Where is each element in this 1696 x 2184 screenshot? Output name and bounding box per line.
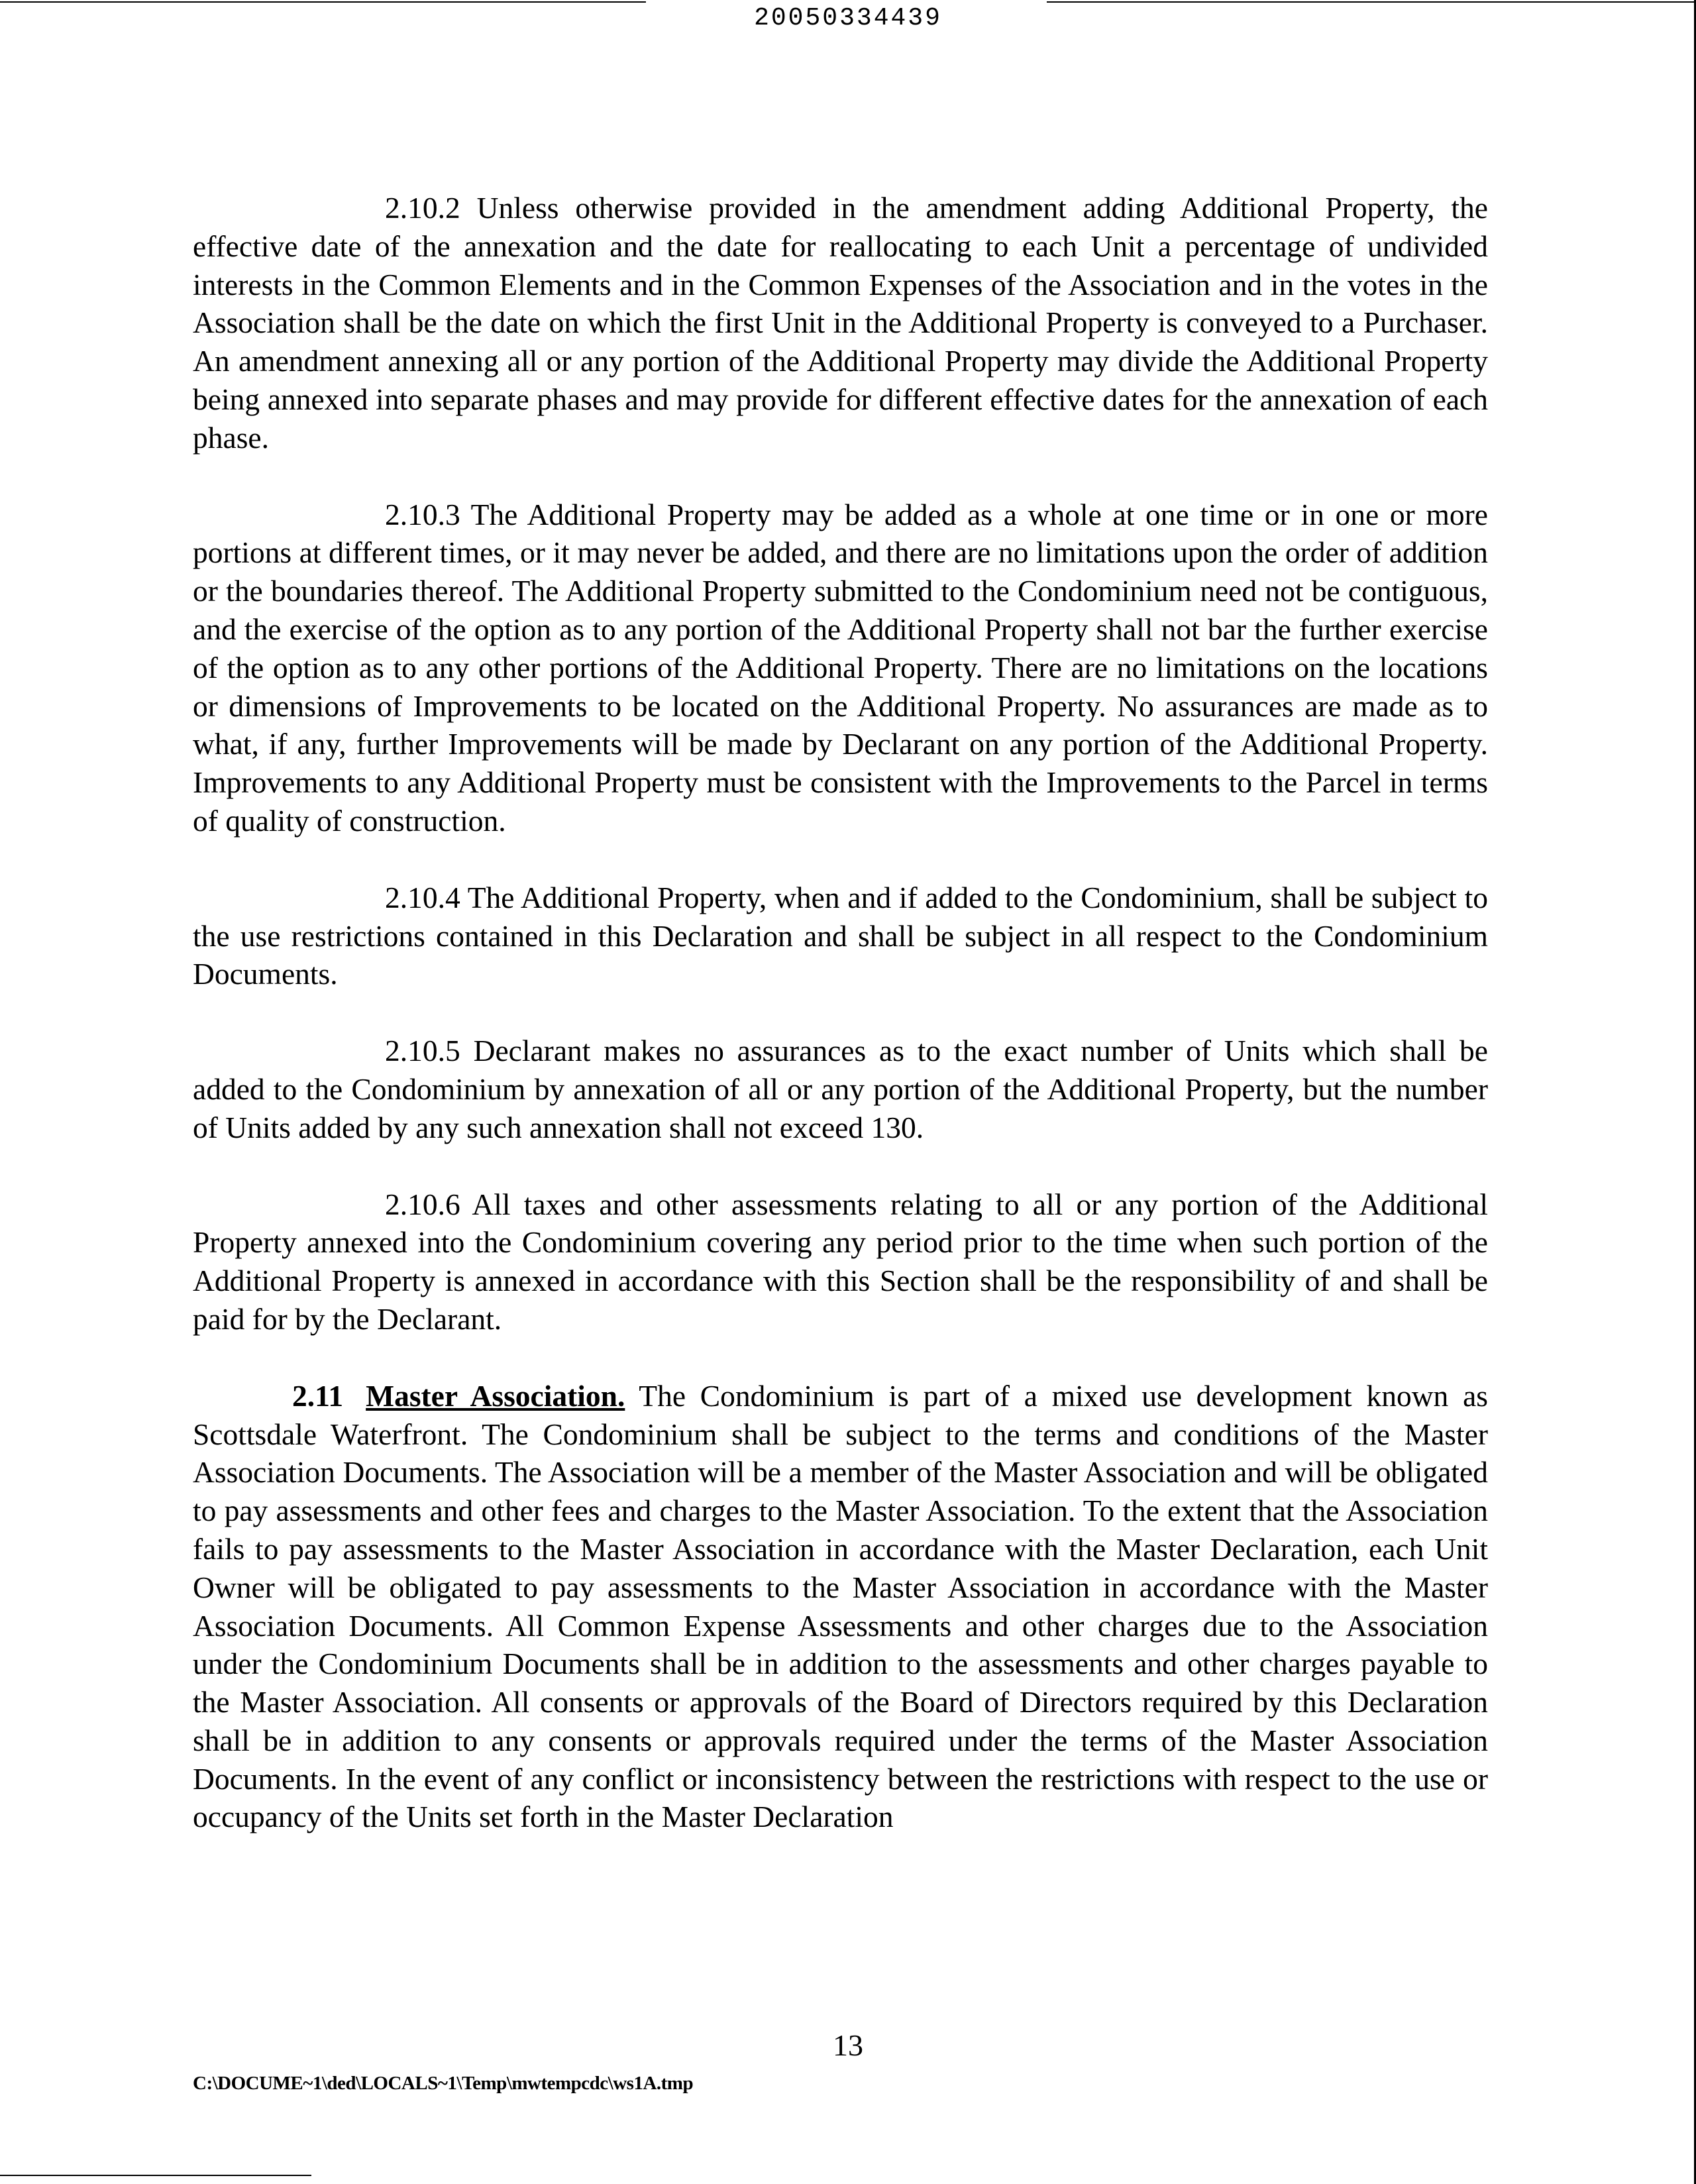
paragraph-2-10-3: 2.10.3 The Additional Property may be added as a whole at one time or in one or more portions at different times, or it may never be added, and there are no limitations upon the order of addition or the boundaries thereof. The Additional Property submitted to the Condominium need not be contiguous, and the exercise of the option as to any portion of the Additional Property shall not bar the further exercise of the option as to any other portions of the Additional Property. There are no limitations on the locations or dimensions of Improvements to be located on the Additional Property. No assurances are made as to what, if any, further Improvements will be made by Declarant on any portion of the Additional Property. Improvements to any Additional Property must be consistent with the Improvements to the Parcel in terms of quality of construction.: [193, 497, 1488, 838]
paragraph-2-10-2: 2.10.2 Unless otherwise provided in the amendment adding Additional Property, the effective date of the annexation and the date for reallocating to each Unit a percentage of undivided interests in the Common Elements and in the Common Expenses of the Association and in the votes in the Association shall be the date on which the first Unit in the Additional Property is conveyed to a Purchaser. An amendment annexing all or any portion of the Additional Property may divide the Additional Property being annexed into separate phases and may provide for different effective dates for the annexation of each phase.: [193, 191, 1488, 455]
file-path: C:\DOCUME~1\ded\LOCALS~1\Temp\mwtempcdc\ws1A.tmp: [193, 2073, 694, 2094]
section-2-11: [193, 1377, 1488, 1837]
recording-number: 20050334439: [754, 4, 942, 32]
paragraph-2-10-5: 2.10.5 Declarant makes no assurances as to the exact number of Units which shall be added to the Condominium by annexation of all or any portion of the Additional Property, but the number of Units added by any such annexation shall not exceed 130.: [193, 1034, 1488, 1144]
section-number: 2.11: [292, 1378, 344, 1413]
page-number: 13: [833, 2028, 863, 2062]
paragraph-2-10-6: 2.10.6 All taxes and other assessments relating to all or any portion of the Additional Property annexed into the Condominium covering any period prior to the time when such portion of the Additional Property is annexed in accordance with this Section shall be the responsibility of and shall be paid for by the Declarant.: [193, 1187, 1488, 1336]
section-text: The Condominium is part of a mixed use development known as Scottsdale Waterfront. The Condominium shall be subject to the terms and conditions of the Master Association Documents. The Association will be a member of the Master Association and will be obligated to pay assessments and other fees and charges to the Master Association. To the extent that the Association fails to pay assessments to the Master Association in accordance with the Master Declaration, each Unit Owner will be obligated to pay assessments to the Master Association in accordance with the Master Association Documents. All Common Expense Assessments and other charges due to the Association under the Condominium Documents shall be in addition to the assessments and other charges payable to the Master Association. All consents or approvals of the Board of Directors required by this Declaration shall be in addition to any consents or approvals required under the terms of the Master Association Documents. In the event of any conflict or inconsistency between the restrictions with respect to the use or occupancy of the Units set forth in the Master Declaration: [193, 1378, 1488, 1834]
paragraph-2-10-4: 2.10.4 The Additional Property, when and if added to the Condominium, shall be subject to the use restrictions contained in this Declaration and shall be subject in all respect to the Condominium Documents.: [193, 880, 1488, 991]
document-body: [193, 189, 1488, 1875]
bottom-rule: [0, 2175, 311, 2176]
section-title: Master Association.: [366, 1378, 625, 1413]
